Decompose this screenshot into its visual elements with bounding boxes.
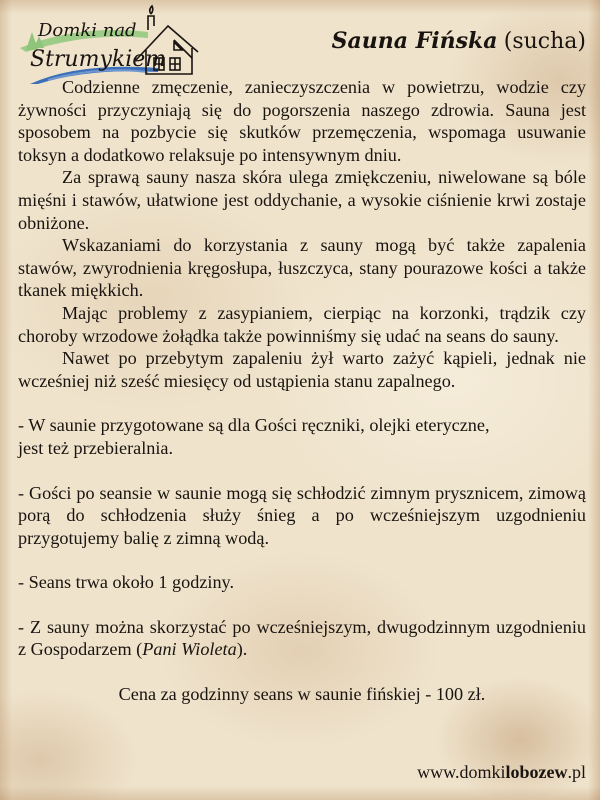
document-body [18,76,586,706]
bullet-towels-line1: - W saunie przygotowane są dla Gości ręczniki, olejki eteryczne, [18,415,490,436]
title-main: Sauna Fińska [331,28,498,54]
title-sub: (sucha) [503,29,586,54]
bullet-towels-line2: jest też przebieralnia. [18,437,174,458]
price-line: Cena za godzinny seans w saunie fińskiej - 100 zł. [118,684,486,705]
bullet-towels [18,414,586,459]
paragraph-indications: Wskazaniami do korzystania z sauny mogą być także zapalenia stawów, zwyrodnienia kręgosłupa, łuszczyca, stany pourazowe kości a także tkanek miękkich. [18,235,586,301]
booking-text: - Z sauny można skorzystać po wcześniejszym, dwugodzinnym uzgodnieniu z Gospodarzem ( [18,616,586,660]
paragraph-veins: Nawet po przebytym zapaleniu żył warto zażyć kąpieli, jednak nie wcześniej niż sześć miesięcy od ustąpienia stanu zapalnego. [18,348,586,391]
booking-text-end: ). [236,639,248,660]
logo-line2: Strumykiem [30,47,167,72]
bullet-booking [18,616,586,661]
page-title [332,26,586,57]
paragraph-problems: Mając problemy z zasypianiem, cierpiąc na korzonki, trądzik czy choroby wrzodowe żołądka także powinniśmy się udać na seans do sauny. [18,302,586,346]
paragraph-benefits: Za sprawą sauny nasza skóra ulega zmiękczeniu, niwelowane są bóle mięśni i stawów, ułatwione jest oddychanie, a wysokie ciśnienie krwi zostaje obniżone. [18,167,586,233]
booking-host-name: Pani Wioleta [142,639,237,660]
bullet-duration: - Seans trwa około 1 godziny. [18,572,235,593]
website-part1: www.domki [417,762,506,782]
bullet-cooling: - Gości po seansie w saunie mogą się schłodzić zimnym prysznicem, zimową porą do schłodzenia służy śnieg a po wcześniejszym uzgodnieniu przygotujemy balię z zimną wodą. [18,482,586,548]
paragraph-intro: Codzienne zmęczenie, zanieczyszczenia w powietrzu, wodzie czy żywności przyczyniają się do pogorszenia naszego zdrowia. Sauna jest sposobem na pozbycie się skutków przemęczenia, wspomaga usuwanie toksyn a dodatkowo relaksuje po intensywnym dniu. [18,77,586,165]
website-part2: lobozew [505,762,568,782]
website-link[interactable] [417,762,586,783]
logo [8,2,208,86]
logo-graphic [8,2,208,86]
website-part3: .pl [567,762,586,782]
logo-line1: Domki nad [38,20,137,41]
